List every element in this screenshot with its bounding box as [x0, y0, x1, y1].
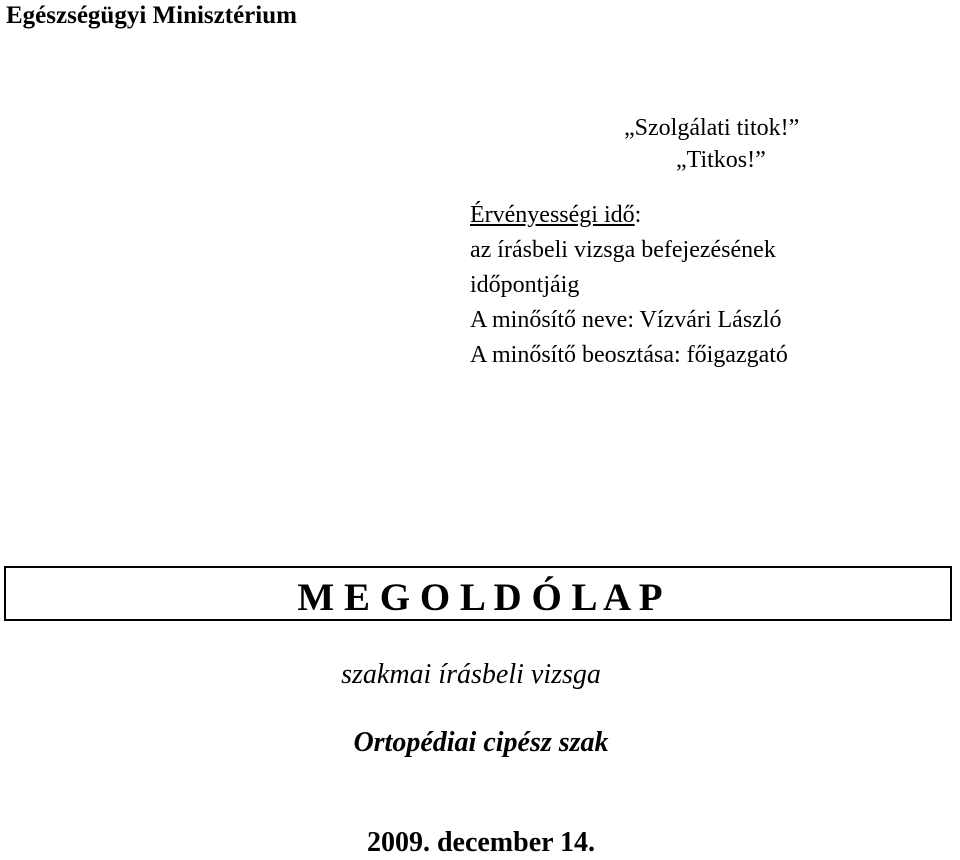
- validity-heading: Érvényességi idő: [470, 202, 635, 228]
- qualifier-position: A minősítő beosztása: főigazgató: [470, 342, 788, 368]
- validity-line-1: az írásbeli vizsga befejezésének: [470, 237, 776, 263]
- classification-service-secret: „Szolgálati titok!”: [624, 115, 800, 141]
- ministry-name: Egészségügyi Minisztérium: [6, 2, 297, 29]
- validity-line-2: időpontjáig: [470, 272, 580, 298]
- exam-date: 2009. december 14.: [366, 827, 596, 858]
- validity-heading-suffix: :: [634, 202, 642, 228]
- qualifier-name: A minősítő neve: Vízvári László: [470, 307, 782, 333]
- solution-title: M E G O L D Ó L A P: [297, 576, 663, 619]
- classification-secret: „Titkos!”: [676, 147, 766, 173]
- specialty: Ortopédiai cipész szak: [353, 727, 609, 758]
- validity-block: [470, 198, 788, 373]
- exam-type: szakmai írásbeli vizsga: [341, 659, 601, 690]
- validity-heading-line: [470, 198, 788, 233]
